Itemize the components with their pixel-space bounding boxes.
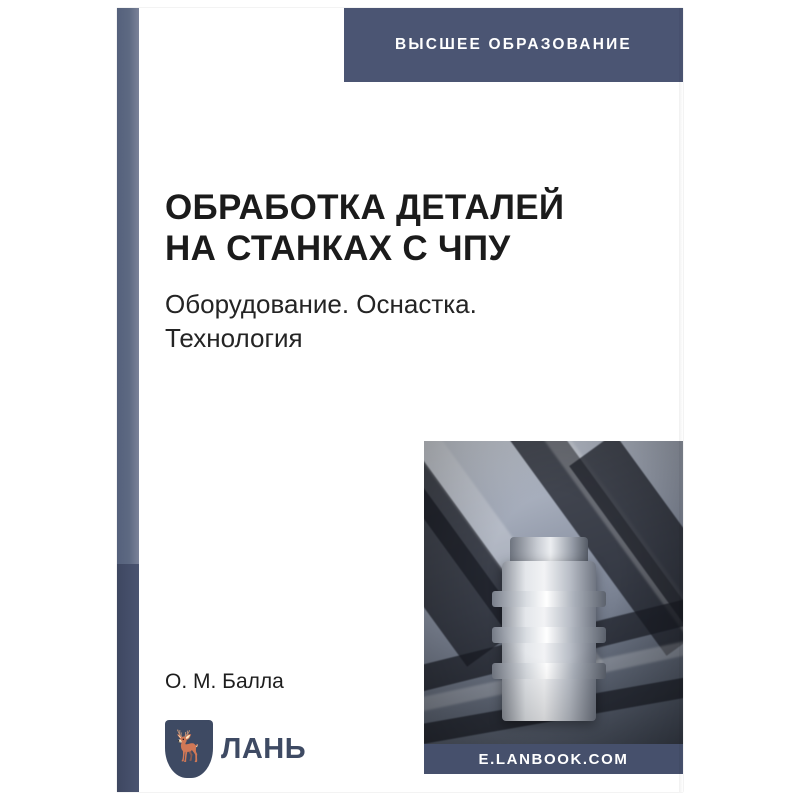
series-banner-label: ВЫСШЕЕ ОБРАЗОВАНИЕ: [395, 36, 632, 53]
book-title: [165, 188, 665, 270]
book-subtitle-line-1: Оборудование. Оснастка.: [165, 288, 477, 319]
publisher-logo: [165, 720, 306, 778]
publisher-name: ЛАНЬ: [221, 732, 307, 765]
deer-shield-icon: [165, 720, 213, 778]
book-author: О. М. Балла: [165, 670, 284, 693]
cover-photo: [424, 441, 683, 744]
book-cover: [117, 8, 683, 792]
title-block: [165, 188, 665, 355]
cover-right-edge: [679, 8, 683, 792]
book-title-line-2: НА СТАНКАХ С ЧПУ: [165, 228, 511, 268]
book-subtitle-line-2: Технология: [165, 322, 303, 353]
series-banner: [344, 8, 683, 82]
deer-glyph: 🦌: [170, 730, 208, 763]
photo-vignette: [424, 441, 683, 744]
publisher-website-label: E.LANBOOK.COM: [478, 750, 629, 768]
publisher-website-bar: [424, 744, 683, 774]
book-title-line-1: ОБРАБОТКА ДЕТАЛЕЙ: [165, 188, 565, 227]
book-subtitle: [165, 288, 665, 356]
cover-left-band-lower: [117, 564, 139, 792]
